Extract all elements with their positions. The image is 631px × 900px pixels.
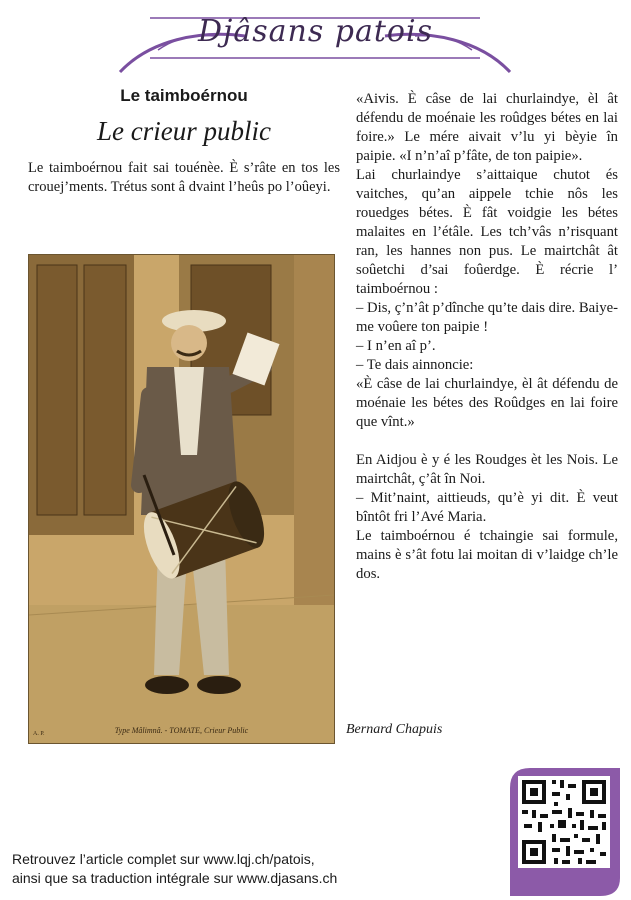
article-author: Bernard Chapuis [346, 722, 443, 737]
footer-line: ainsi que sa traduction intégrale sur www.djasans.ch [12, 870, 338, 886]
article-subtitle: Le crieur public [97, 116, 271, 146]
body-paragraph: – Mit’naint, aittieuds, qu’è yi dit. È veut bîntôt fri l’Avé Maria. [356, 490, 618, 525]
qr-code-icon[interactable] [510, 768, 620, 896]
photo-corner-mark: A. P. [33, 731, 45, 737]
town-crier-illustration [29, 255, 334, 743]
article-title: Le taimboérnou [120, 86, 248, 105]
masthead-title: Djâsans patois [198, 14, 433, 49]
body-paragraph: – I n’en aî p’. [356, 338, 436, 354]
body-paragraph: «È câse de lai churlaindye, èl ât défendu de moénaie les bétes des Roûdges en lai foire que vînt.» [356, 376, 618, 430]
body-paragraph: – Dis, ç’n’ât p’dînche qu’te dais dire. Baiye-me voûere ton paipie ! [356, 300, 618, 335]
body-paragraph: Lai churlaindye s’aittaique chutot és vaitches, qu’an aippele tchie nôs les rouedges bétes. È fât voidgie les bétes malaites en l’étâle. Les tch’vâs n’risquant ran, les hannes non pus. Le mairtchât ât soûetchi d’sai foûerdge. È récrie l’ taimboérnou : [356, 167, 618, 297]
left-column [28, 86, 340, 197]
paragraph-gap [356, 432, 618, 451]
footer-line: Retrouvez l’article complet sur www.lqj.ch/patois, [12, 851, 315, 867]
body-paragraph: «Aivis. È câse de lai churlaindye, èl ât défendu de moénaie les roûdges bétes en lai foire.» Le mére aivait v’lu yi bèyie în paipie. «I n’n’aî p’fâte, de ton paipie». [356, 91, 618, 164]
body-paragraph: – Te dais ainnoncie: [356, 357, 474, 373]
body-paragraph: En Aidjou è y é les Roudges èt les Nois. Le mairtchât, ç’ât în Noi. [356, 452, 618, 487]
article-photo [28, 254, 335, 744]
body-paragraph: Le taimboérnou é tchaingie sai formule, mains è s’ât fotu lai moitan di v’laidge ch’le dos. [356, 528, 618, 582]
article-body [356, 90, 618, 584]
photo-caption: Type Mâlimnâ. - TOMATE, Crieur Public [114, 726, 249, 735]
footer-note [12, 850, 337, 888]
masthead-banner [0, 0, 631, 80]
article-intro: Le taimboérnou fait sai touénèe. È s’râte en tos les crouej’ments. Trétus sont â dvaint l’heûs po l’oûeyi. [28, 160, 340, 195]
